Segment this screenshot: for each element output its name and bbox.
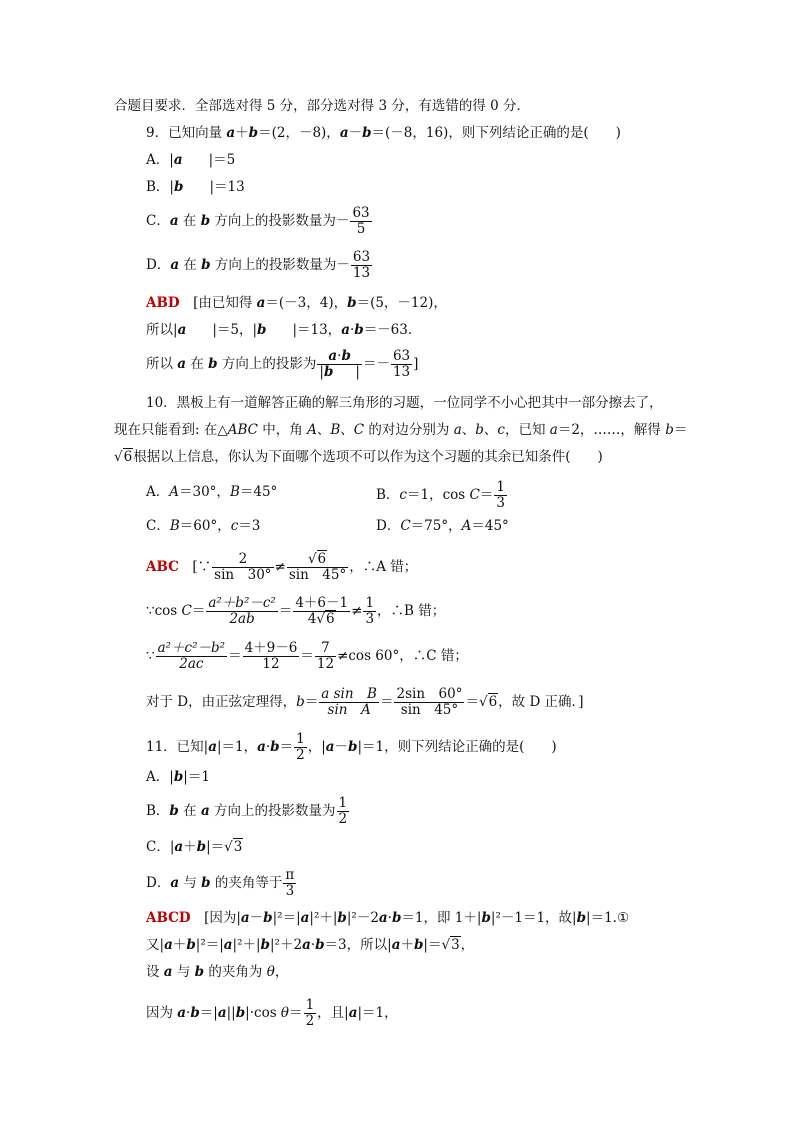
fraction: $\frac{7}{12}$ <box>316 640 335 672</box>
q9-solution-2: 所以|a |＝5，|b |＝13，a·b＝－63. <box>146 322 413 338</box>
q11-option-b: B．b 在 a 方向上的投影数量为 $\frac{1}{2}$ <box>146 795 348 827</box>
q9-option-b: B．|b |＝13 <box>146 179 245 195</box>
q9-option-d: D．a 在 b 方向上的投影数量为－ $\frac{63}{13}$ <box>146 249 371 281</box>
q11-option-c: C．|a＋b|＝√3 <box>146 839 243 855</box>
q10-option-d: D．C＝75°，A＝45° <box>376 518 509 534</box>
fraction: $\frac{\text{a²＋c²－b²}}{2ac}$ <box>157 640 226 672</box>
q9-stem: 9．已知向量 a＋b＝(2，－8)，a－b＝(－8，16)，则下列结论正确的是( ) <box>146 125 621 141</box>
q10-answer: ABC <box>146 559 179 575</box>
q9-solution-1: ABD [由已知得 a＝(－3，4)，b＝(5，－12)， <box>146 295 447 311</box>
fraction: $\frac{1}{3}$ <box>496 479 505 511</box>
fraction: $\frac{1}{3}$ <box>365 595 375 627</box>
sqrt: √3 <box>441 937 460 953</box>
q10-solution-2: ∵cos C＝ $\frac{\text{a²＋b²－c²}}{2ab}$ ＝ $\frac{4+6-1}{4√6}$ ≠ $\frac{1}{3}$ ，∴B 错； <box>146 595 446 627</box>
q11-solution-4: 因为 a·b＝|a||b|·cos θ＝ $\frac{1}{2}$ ，且|a|＝1， <box>146 997 398 1029</box>
q11-solution-3: 设 a 与 b 的夹角为 θ， <box>146 964 289 980</box>
fraction: $\frac{4+9-6}{12}$ <box>244 640 298 672</box>
fraction: $\frac{√6}{\sin 45^\circ}$ <box>288 551 347 583</box>
q11-option-d: D．a 与 b 的夹角等于 $\frac{\pi}{3}$ <box>146 867 295 899</box>
q10-stem-3: √6根据以上信息，你认为下面哪个选项不可以作为这个习题的其余已知条件( ) <box>114 449 603 465</box>
intro-line: 合题目要求．全部选对得 5 分，部分选对得 3 分，有选错的得 0 分． <box>114 98 531 114</box>
q9-answer: ABD <box>146 295 180 311</box>
fraction: $\frac{1}{2}$ <box>338 795 348 827</box>
fraction: $\frac{\text{a sin B}}{\text{sin A}}$ <box>321 686 377 718</box>
q10-option-a: A．A＝30°，B＝45° <box>146 484 278 500</box>
fraction: $\frac{1}{2}$ <box>296 731 305 763</box>
q10-option-c: C．B＝60°，c＝3 <box>146 518 261 534</box>
fraction: $\frac{63}{13}$ <box>392 348 411 380</box>
sqrt: √3 <box>224 839 243 855</box>
sqrt: √6 <box>478 694 498 710</box>
q10-stem-2: 现在只能看到: 在△ABC 中，角 A、B、C 的对边分别为 a、b、c，已知 a＝2，……，解得 b＝ <box>114 422 688 438</box>
q10-solution-4: 对于 D，由正弦定理得，b＝ $\frac{\text{a sin B}}{\text{sin A}}$ ＝ $\frac{2\sin 60^\circ}{\sin 45^\circ}$ ＝√6，故 D 正确．] <box>146 686 584 718</box>
q9-option-c: C．a 在 b 方向上的投影数量为－ $\frac{63}{5}$ <box>146 205 370 237</box>
fraction: $\frac{63}{5}$ <box>352 205 370 237</box>
circled-number-1: ① <box>617 910 630 926</box>
sqrt: √6 <box>114 449 133 465</box>
fraction: $\frac{63}{13}$ <box>352 249 371 281</box>
fraction: $\frac{4+6-1}{4√6}$ <box>295 595 349 627</box>
q9-option-a: A．|a |＝5 <box>146 152 236 168</box>
fraction: $\frac{\pi}{3}$ <box>285 867 295 899</box>
fraction: $\frac{2\sin 60^\circ}{\sin 45^\circ}$ <box>396 686 463 718</box>
q11-solution-2: 又|a＋b|²＝|a|²＋|b|²＋2a·b＝3，所以|a＋b|＝√3， <box>146 937 475 953</box>
fraction: $\frac{a\cdot b}{|b |}$ <box>319 348 360 380</box>
q10-solution-1: ABC [∵ $\frac{2}{\sin 30^\circ}$ ≠ $\frac{√6}{\sin 45^\circ}$ ，∴A 错； <box>146 551 418 583</box>
fraction: $\frac{\text{a²＋b²－c²}}{2ab}$ <box>208 595 276 627</box>
fraction: $\frac{2}{\sin 30^\circ}$ <box>214 551 272 583</box>
fraction: $\frac{1}{2}$ <box>305 997 315 1029</box>
q10-stem-1: 10．黑板上有一道解答正确的解三角形的习题，一位同学不小心把其中一部分擦去了， <box>146 395 663 411</box>
q11-answer: ABCD <box>146 910 191 926</box>
q10-solution-3: ∵ $\frac{\text{a²＋c²－b²}}{2ac}$ ＝ $\frac{4+9-6}{12}$ ＝ $\frac{7}{12}$ ≠cos 60°，∴C 错； <box>146 640 468 672</box>
q11-solution-1: ABCD [因为|a－b|²＝|a|²＋|b|²－2a·b＝1，即 1＋|b|²－1＝1，故|b|＝1. <box>146 910 617 926</box>
q11-option-a: A．|b|＝1 <box>146 769 210 785</box>
q10-option-b: B．c＝1，cos C＝ $\frac{1}{3}$ <box>376 479 505 511</box>
q11-stem: 11．已知|a|＝1，a·b＝ $\frac{1}{2}$ ，|a－b|＝1，则下列结论正确的是( ) <box>146 731 557 763</box>
q9-solution-3: 所以 a 在 b 方向上的投影为 $\frac{a\cdot b}{|b |}$ ＝－ $\frac{63}{13}$ ] <box>146 348 419 380</box>
